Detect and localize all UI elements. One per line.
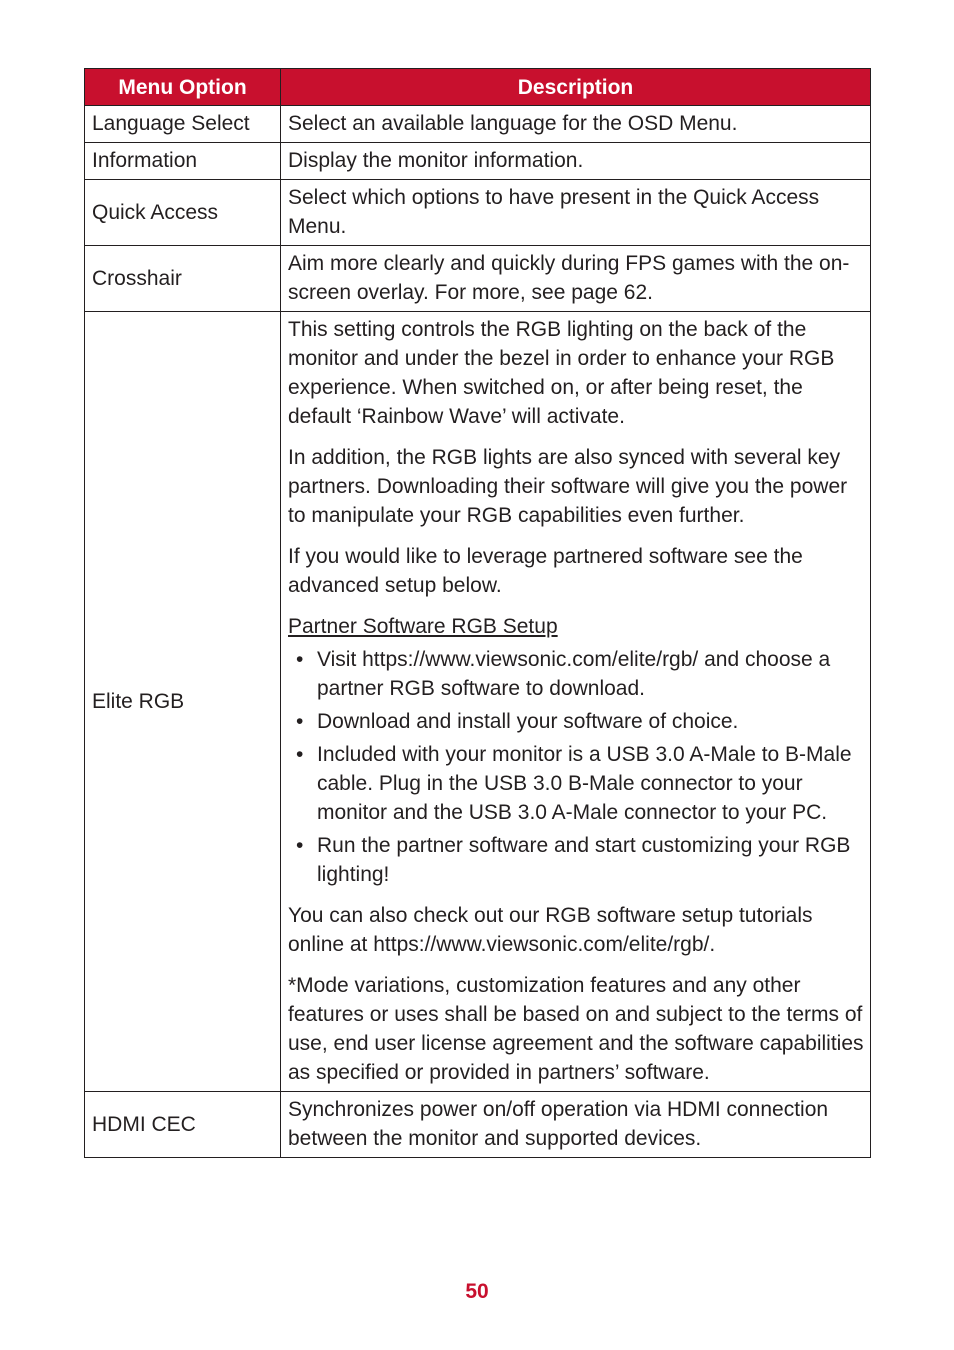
partner-setup-steps bbox=[288, 645, 864, 889]
description-quick-access: Select which options to have present in the Quick Access Menu. bbox=[281, 180, 871, 246]
option-language-select: Language Select bbox=[85, 106, 281, 143]
setup-step-download: Download and install your software of choice. bbox=[317, 710, 739, 733]
description-language-select: Select an available language for the OSD Menu. bbox=[281, 106, 871, 143]
bullet-icon: • bbox=[296, 710, 304, 733]
table-row bbox=[85, 180, 871, 246]
option-crosshair: Crosshair bbox=[85, 246, 281, 312]
table-row bbox=[85, 143, 871, 180]
elite-rgb-paragraph-advanced: If you would like to leverage partnered software see the advanced setup below. bbox=[288, 545, 803, 597]
elite-rgb-paragraph-partners: In addition, the RGB lights are also synced with several key partners. Downloading their software will give you the power to manipulate your RGB capabilities even further. bbox=[288, 446, 848, 527]
header-menu-option: Menu Option bbox=[85, 69, 281, 106]
menu-options-table bbox=[84, 68, 871, 1158]
page-number: 50 bbox=[465, 1280, 489, 1303]
table-row bbox=[85, 1092, 871, 1158]
option-quick-access: Quick Access bbox=[85, 180, 281, 246]
list-item bbox=[296, 707, 864, 736]
header-description: Description bbox=[281, 69, 871, 106]
option-information: Information bbox=[85, 143, 281, 180]
option-elite-rgb: Elite RGB bbox=[85, 312, 281, 1092]
table-row bbox=[85, 312, 871, 1092]
setup-step-cable: Included with your monitor is a USB 3.0 A-Male to B-Male cable. Plug in the USB 3.0 B-Male connector to your monitor and the USB 3.0 A-Male connector to your PC. bbox=[317, 743, 852, 824]
elite-rgb-tutorial-note: You can also check out our RGB software setup tutorials online at https://www.viewsonic.com/elite/rgb/. bbox=[288, 904, 813, 956]
elite-rgb-paragraph-intro: This setting controls the RGB lighting on the back of the monitor and under the bezel in order to enhance your RGB experience. When switched on, or after being reset, the default ‘Rainbow Wave’ will activate. bbox=[288, 318, 835, 428]
description-information: Display the monitor information. bbox=[281, 143, 871, 180]
partner-setup-heading: Partner Software RGB Setup bbox=[288, 615, 558, 638]
description-elite-rgb bbox=[281, 312, 871, 1092]
description-crosshair: Aim more clearly and quickly during FPS games with the on-screen overlay. For more, see page 62. bbox=[281, 246, 871, 312]
bullet-icon: • bbox=[296, 743, 304, 766]
table-header-row bbox=[85, 69, 871, 106]
list-item bbox=[296, 740, 864, 827]
bullet-icon: • bbox=[296, 834, 304, 857]
elite-rgb-disclaimer: *Mode variations, customization features and any other features or uses shall be based on and subject to the terms of use, end user license agreement and the software capabilities as specified or provided in partners’ software. bbox=[288, 974, 864, 1084]
bullet-icon: • bbox=[296, 648, 304, 671]
setup-step-visit: Visit https://www.viewsonic.com/elite/rgb/ and choose a partner RGB software to download. bbox=[317, 648, 831, 700]
setup-step-run: Run the partner software and start customizing your RGB lighting! bbox=[317, 834, 851, 886]
list-item bbox=[296, 831, 864, 889]
description-hdmi-cec: Synchronizes power on/off operation via HDMI connection between the monitor and supported devices. bbox=[281, 1092, 871, 1158]
option-hdmi-cec: HDMI CEC bbox=[85, 1092, 281, 1158]
list-item bbox=[296, 645, 864, 703]
table-row bbox=[85, 246, 871, 312]
table-row bbox=[85, 106, 871, 143]
